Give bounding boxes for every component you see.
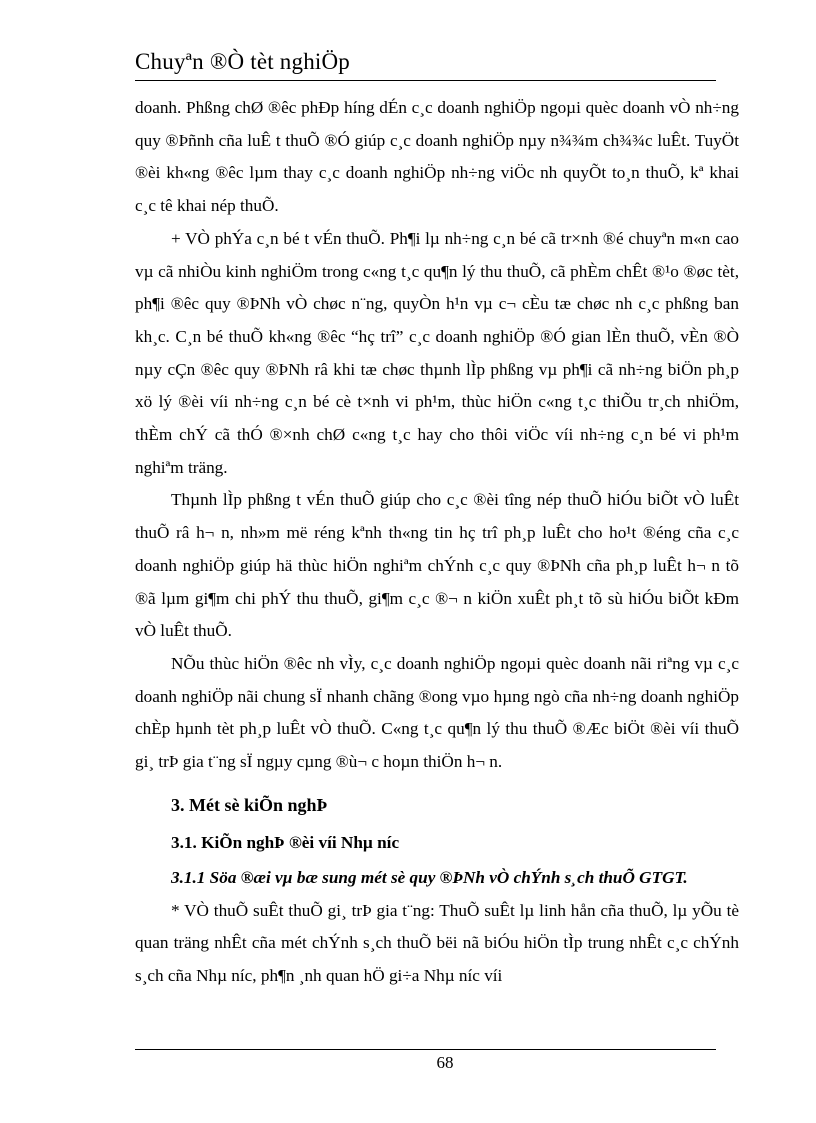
paragraph-outcome: NÕu thùc hiÖn ®êc nh vÌy, c¸c doanh nghiÖp ngoµi quèc doanh nãi riªng vµ c¸c doanh nghiÖp nãi chung sÏ nhanh chãng ®ong vµo hµng ngò cña nh÷ng doanh nghiÖp chÈp hµnh tèt ph¸p luÊt vÒ thuÕ. C«ng t¸c qu¶n lý thu thuÕ ®Æc biÖt ®èi víi thuÕ gi¸ trÞ gia t¨ng sÏ ngµy cµng ®ù¬ c hoµn thiÖn h¬ n. — [135, 653, 739, 772]
paragraph-tax-rate: * VÒ thuÕ suÊt thuÕ gi¸ trÞ gia t¨ng: ThuÕ suÊt lµ linh hån cña thuÕ, lµ yÕu tè quan träng nhÊt cña mét chÝnh s¸ch thuÕ bëi nã biÓu hiÖn tÌp trung nhÊt c¸c chÝnh s¸ch cña Nhµ níc, ph¶n ¸nh quan hÖ gi÷a Nhµ níc víi — [135, 900, 739, 986]
page-number: 68 — [436, 1053, 454, 1072]
body-text — [135, 92, 739, 993]
running-header: Chuyªn ®Ò tèt nghiÖp — [135, 49, 351, 74]
section-heading: 3. Mét sè kiÕn nghÞ — [171, 794, 328, 815]
paragraph-advisory-staff: + VÒ phÝa c¸n bé t vÉn thuÕ. Ph¶i lµ nh÷ng c¸n bé cã tr×nh ®é chuyªn m«n cao vµ cã nhiÒu kinh nghiÖm trong c«ng t¸c qu¶n lý thu thuÕ, cã phÈm chÊt ®¹o ®øc tèt, ph¶i ®êc quy ®ÞNh vÒ chøc n¨ng, quyÒn h¹n vµ c¬ cÈu tæ chøc nh c¸c phßng ban kh¸c. C¸n bé thuÕ kh«ng ®êc “hç trî” c¸c doanh nghiÖp ®Ó gian lÈn thuÕ, vÈn ®Ò nµy cÇn ®êc quy ®ÞNh râ khi tæ chøc thµnh lÌp phßng vµ ph¶i cã nh÷ng biÖn ph¸p xö lý ®èi víi nh÷ng c¸n bé cè t×nh vi ph¹m, thùc hiÖn c«ng t¸c thiÕu tr¸ch nhiÖm, thÈm chÝ cã thÓ ®×nh chØ c«ng t¸c hay cho thôi viÖc víi nh÷ng c¸n bé vi ph¹m nghiªm träng. — [135, 228, 739, 477]
footer-rule — [135, 1049, 716, 1050]
subsection-heading: 3.1. KiÕn nghÞ ®èi víi Nhµ níc — [171, 832, 400, 852]
header-rule — [135, 80, 716, 81]
subsubsection-heading: 3.1.1 Söa ®æi vµ bæ sung mét sè quy ®ÞNh vÒ chÝnh s¸ch thuÕ GTGT. — [171, 867, 688, 887]
paragraph-advisory-office: Thµnh lÌp phßng t vÉn thuÕ giúp cho c¸c ®èi tîng nép thuÕ hiÓu biÕt vÒ luÊt thuÕ râ h¬ n, nh»m më réng kªnh th«ng tin hç trî ph¸p luÊt cho ho¹t ®éng cña c¸c doanh nghiÖp giúp hä thùc hiÖn nghiªm chÝnh c¸c quy ®ÞNh cña ph¸p luÊt h¬ n tõ ®ã lµm gi¶m chi phÝ thu thuÕ, gi¶m c¸c ®¬ n kiÖn xuÊt ph¸t tõ sù hiÓu biÕt kÐm vÒ luÊt thuÕ. — [135, 490, 739, 641]
paragraph-continuation: doanh. Phßng chØ ®êc phÐp híng dÉn c¸c doanh nghiÖp ngoµi quèc doanh vÒ nh÷ng quy ®Þñnh cña luÊ t thuÕ ®Ó giúp c¸c doanh nghiÖp nµy n¾¾m ch¾¾c luÊt. TuyÖt ®èi kh«ng ®êc lµm thay c¸c doanh nghiÖp nh÷ng viÖc nh quyÕt to¸n thuÕ, kª khai c¸c tê khai nép thuÕ. — [135, 98, 739, 216]
